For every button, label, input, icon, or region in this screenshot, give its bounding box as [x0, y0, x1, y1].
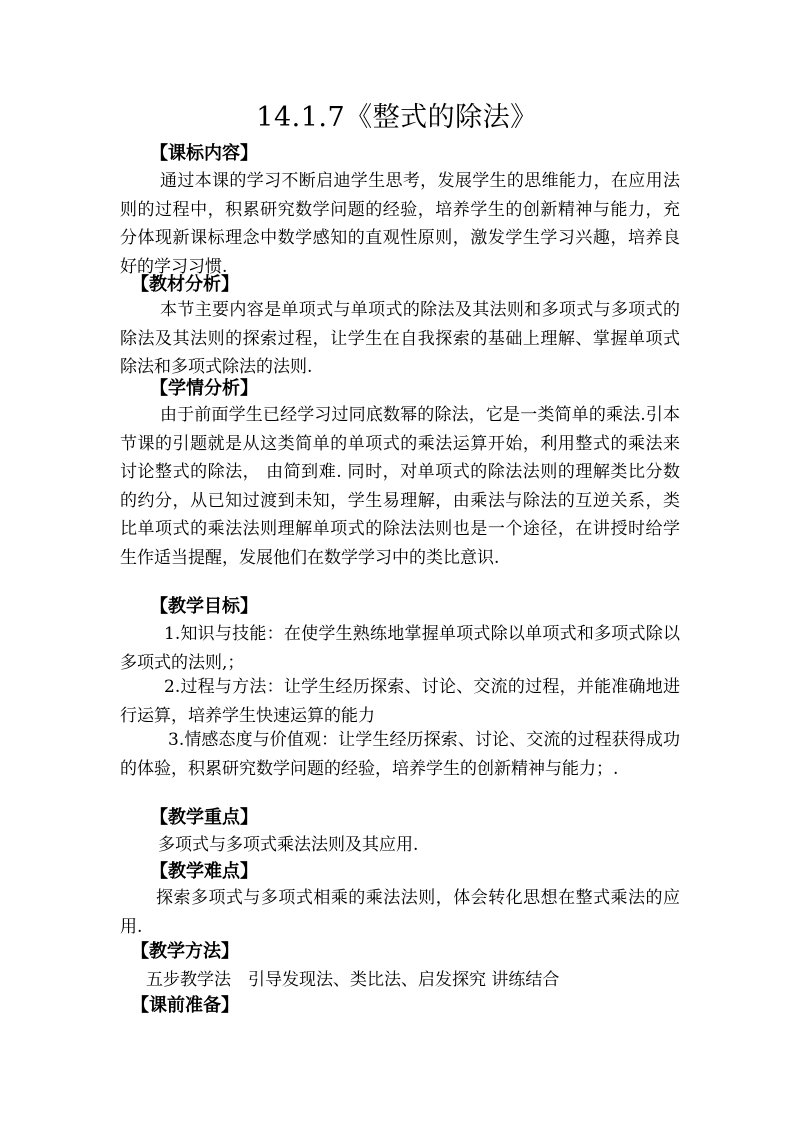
heading-student-analysis: 【学情分析】	[150, 378, 258, 399]
heading-teaching-methods: 【教学方法】	[131, 941, 239, 962]
paragraph-curriculum-content: 通过本课的学习不断启迪学生思考，发展学生的思维能力，在应用法则的过程中，积累研究数学问题的经验，培养学生的创新精神与能力，充分体现新课标理念中数学感知的直观性原则，激发学生学习兴趣，培养良好的学习习惯.	[120, 171, 680, 277]
paragraph-teaching-difficulty: 探索多项式与多项式相乘的乘法法则，体会转化思想在整式乘法的应用.	[120, 888, 680, 937]
heading-teaching-focus: 【教学重点】	[150, 807, 258, 828]
text-teaching-focus: 多项式与多项式乘法法则及其应用.	[158, 835, 419, 855]
objective-item-process-methods: 2.过程与方法：让学生经历探索、讨论、交流的过程，并能准确地进行运算，培养学生快速运算的能力	[120, 677, 680, 726]
document-title: 14.1.7《整式的除法》	[256, 102, 538, 133]
objective-item-attitudes-values: 3.情感态度与价值观：让学生经历探索、讨论、交流的过程获得成功的体验，积累研究数学问题的经验，培养学生的创新精神与能力；.	[120, 730, 680, 779]
heading-teaching-objectives: 【教学目标】	[150, 596, 258, 617]
heading-textbook-analysis: 【教材分析】	[131, 274, 239, 295]
text-teaching-methods: 五步教学法 引导发现法、类比法、启发探究 讲练结合	[146, 970, 560, 990]
heading-preclass-preparation: 【课前准备】	[131, 995, 239, 1016]
heading-teaching-difficulty: 【教学难点】	[150, 861, 258, 882]
objective-item-knowledge-skills: 1.知识与技能：在使学生熟练地掌握单项式除以单项式和多项式除以多项式的法则,；	[120, 624, 680, 673]
paragraph-student-analysis: 由于前面学生已经学习过同底数幂的除法，它是一类简单的乘法.引本节课的引题就是从这类简单的单项式的乘法运算开始，利用整式的乘法来讨论整式的除法， 由简到难. 同时，对单项式的除法法则的理解类比分数的约分，从已知过渡到未知，学生易理解，由乘法与除法的互逆关系，类比单项式的乘法法则理解单项式的除法法则也是一个途径，在讲授时给学生作适当提醒，发展他们在数学学习中的类比意识.	[120, 405, 680, 568]
paragraph-textbook-analysis: 本节主要内容是单项式与单项式的除法及其法则和多项式与多项式的除法及其法则的探索过程，让学生在自我探索的基础上理解、掌握单项式除法和多项式除法的法则.	[120, 300, 680, 378]
heading-curriculum-content: 【课标内容】	[150, 143, 258, 164]
